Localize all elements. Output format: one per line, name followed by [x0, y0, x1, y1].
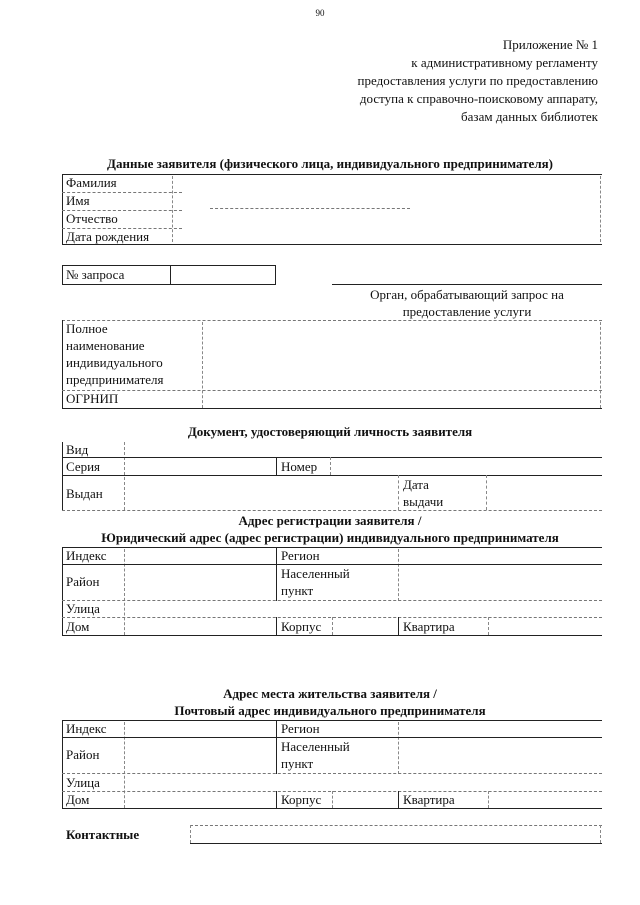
reg-building-label: Корпус	[281, 619, 322, 634]
res-house-label: Дом	[66, 792, 90, 807]
entrepreneur-label: наименование	[66, 338, 145, 353]
doc-number-field[interactable]	[332, 459, 600, 474]
divider	[62, 442, 63, 510]
divider	[398, 722, 399, 774]
reg-district-field[interactable]	[126, 566, 274, 599]
res-index-label: Индекс	[66, 721, 107, 736]
reg-apartment-label: Квартира	[403, 619, 455, 634]
divider	[600, 825, 601, 843]
appendix-line: доступа к справочно-поисковому аппарату,	[359, 91, 598, 106]
divider	[62, 547, 63, 635]
doc-issue-date-field[interactable]	[488, 477, 600, 509]
res-building-field[interactable]	[334, 792, 396, 807]
res-house-field[interactable]	[126, 792, 274, 807]
divider	[62, 174, 602, 175]
divider	[276, 720, 277, 774]
reg-house-field[interactable]	[126, 619, 274, 634]
divider	[62, 244, 602, 245]
registration-section-title: Юридический адрес (адрес регистрации) индивидуального предпринимателя	[101, 530, 559, 545]
appendix-header	[358, 36, 598, 126]
divider	[332, 791, 333, 808]
divider	[62, 720, 63, 808]
divider	[398, 549, 399, 601]
reg-building-field[interactable]	[334, 619, 396, 634]
divider	[62, 600, 602, 601]
divider	[62, 210, 182, 211]
identity-section-title: Документ, удостоверяющий личность заявителя	[187, 424, 473, 439]
doc-kind-field[interactable]	[126, 443, 600, 457]
divider	[600, 322, 601, 408]
divider	[62, 457, 602, 458]
divider	[276, 457, 277, 475]
reg-settlement-field[interactable]	[400, 566, 600, 599]
divider	[172, 176, 173, 242]
organ-caption: предоставление услуги	[402, 304, 532, 319]
ogrnip-label: ОГРНИП	[66, 391, 119, 406]
reg-index-field[interactable]	[126, 549, 274, 563]
reg-district-label: Район	[66, 574, 100, 589]
appendix-line: базам данных библиотек	[461, 109, 598, 124]
patronymic-field[interactable]	[174, 212, 598, 228]
reg-region-field[interactable]	[400, 549, 600, 563]
appendix-line: к административному регламенту	[411, 55, 598, 70]
res-apartment-label: Квартира	[403, 792, 455, 807]
doc-series-label: Серия	[66, 459, 101, 474]
res-region-label: Регион	[281, 721, 320, 736]
entrepreneur-name-field[interactable]	[204, 322, 598, 388]
entrepreneur-label: предпринимателя	[66, 372, 164, 387]
res-district-field[interactable]	[126, 739, 274, 772]
divider	[202, 322, 203, 408]
contacts-label: Контактные	[66, 827, 140, 842]
name-label: Имя	[66, 193, 90, 208]
divider	[62, 547, 602, 548]
reg-house-label: Дом	[66, 619, 90, 634]
divider	[62, 228, 182, 229]
res-apartment-field[interactable]	[490, 792, 600, 807]
contacts-field[interactable]	[192, 826, 598, 842]
res-index-field[interactable]	[126, 722, 274, 736]
divider	[62, 192, 182, 193]
doc-kind-label: Вид	[66, 442, 89, 457]
divider	[486, 475, 487, 510]
divider	[332, 617, 333, 635]
organ-caption: Орган, обрабатывающий запрос на	[370, 287, 564, 302]
divider	[190, 825, 191, 843]
request-number-field[interactable]	[172, 266, 272, 283]
divider	[62, 320, 63, 408]
divider	[488, 617, 489, 635]
reg-apartment-field[interactable]	[490, 619, 600, 634]
res-street-field[interactable]	[126, 775, 600, 790]
registration-section-title: Адрес регистрации заявителя /	[238, 513, 422, 528]
entrepreneur-label: индивидуального	[66, 355, 163, 370]
res-settlement-field[interactable]	[400, 739, 600, 772]
reg-street-label: Улица	[66, 601, 100, 616]
doc-issued-label: Выдан	[66, 486, 103, 501]
divider	[62, 390, 602, 391]
divider	[62, 720, 602, 721]
res-region-field[interactable]	[400, 722, 600, 736]
reg-settlement-label: Населенный	[281, 566, 350, 581]
divider	[62, 510, 602, 511]
divider	[62, 808, 602, 809]
res-building-label: Корпус	[281, 792, 322, 807]
divider	[276, 617, 277, 635]
divider	[62, 773, 602, 774]
reg-index-label: Индекс	[66, 548, 107, 563]
divider	[398, 791, 399, 808]
divider	[332, 284, 602, 285]
res-settlement-label: пункт	[281, 756, 314, 771]
divider	[124, 549, 125, 635]
birthdate-label: Дата рождения	[66, 229, 150, 244]
divider	[62, 174, 63, 244]
divider	[62, 408, 602, 409]
page-number: 90	[315, 8, 325, 18]
divider	[600, 176, 601, 242]
patronymic-label: Отчество	[66, 211, 118, 226]
reg-street-field[interactable]	[126, 602, 600, 616]
divider	[398, 475, 399, 510]
divider	[276, 791, 277, 808]
reg-settlement-label: пункт	[281, 583, 314, 598]
res-district-label: Район	[66, 747, 100, 762]
doc-series-field[interactable]	[126, 459, 274, 474]
birthdate-field[interactable]	[174, 228, 598, 244]
divider	[124, 722, 125, 808]
res-street-label: Улица	[66, 775, 100, 790]
surname-field[interactable]	[174, 176, 598, 192]
appendix-line: предоставления услуги по предоставлению	[357, 73, 598, 88]
name-field[interactable]	[174, 194, 598, 210]
divider	[62, 635, 602, 636]
residence-section-title: Адрес места жительства заявителя /	[223, 686, 437, 701]
applicant-section-title: Данные заявителя (физического лица, индивидуального предпринимателя)	[107, 156, 553, 171]
divider	[330, 457, 331, 475]
divider	[62, 475, 602, 476]
doc-issue-date-label: Дата	[403, 477, 429, 492]
reg-region-label: Регион	[281, 548, 320, 563]
ogrnip-field[interactable]	[204, 392, 598, 407]
divider	[276, 547, 277, 601]
surname-label: Фамилия	[66, 175, 117, 190]
divider	[398, 617, 399, 635]
appendix-line: Приложение № 1	[502, 37, 598, 52]
divider	[124, 442, 125, 510]
res-settlement-label: Населенный	[281, 739, 350, 754]
request-number-label: № запроса	[66, 267, 125, 282]
divider	[488, 791, 489, 808]
entrepreneur-label: Полное	[66, 321, 108, 336]
doc-issued-field[interactable]	[126, 477, 396, 509]
doc-issue-date-label: выдачи	[403, 494, 444, 509]
divider	[170, 265, 171, 284]
divider	[62, 320, 602, 321]
residence-section-title: Почтовый адрес индивидуального предпринимателя	[174, 703, 486, 718]
doc-number-label: Номер	[281, 459, 318, 474]
organ-field[interactable]	[332, 268, 602, 284]
divider	[190, 843, 602, 844]
